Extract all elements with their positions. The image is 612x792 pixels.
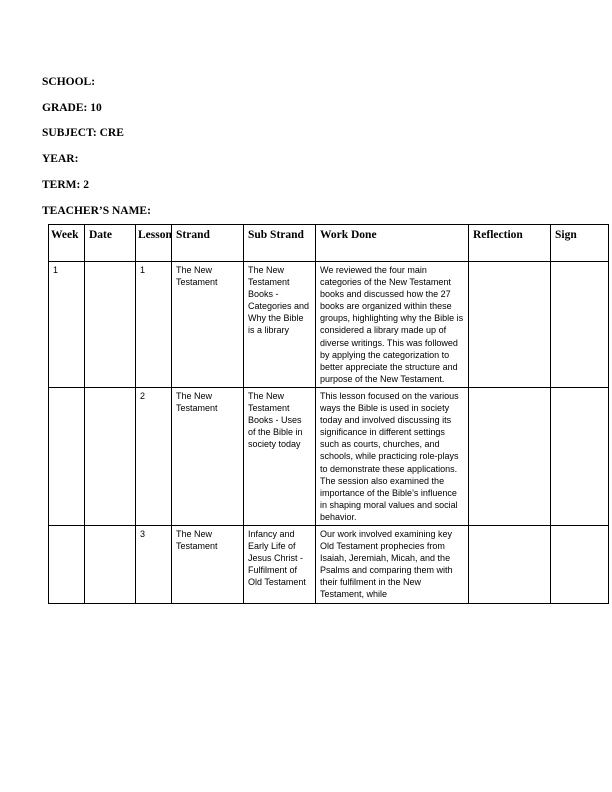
date-cell <box>85 387 136 525</box>
table-row <box>49 262 609 388</box>
sign-cell <box>551 387 609 525</box>
sign-cell <box>551 525 609 603</box>
strand-cell: The New Testament <box>172 525 244 603</box>
reflection-cell <box>469 387 551 525</box>
year-label: YEAR: <box>42 153 79 165</box>
work-done-cell: Our work involved examining key Old Testament prophecies from Isaiah, Jeremiah, Micah, and the Psalms and comparing them with their fulfilment in the New Testament, while <box>316 525 469 603</box>
table-row <box>49 525 609 603</box>
column-header-sign: Sign <box>551 225 609 262</box>
teacher-name-label: TEACHER’S NAME: <box>42 205 151 217</box>
strand-cell: The New Testament <box>172 262 244 388</box>
column-header-sub-strand: Sub Strand <box>244 225 316 262</box>
work-done-cell: We reviewed the four main categories of the New Testament books and discussed how the 27 books are organized within these groups, highlighting why the Bible is considered a library made up of diverse writings. This was followed by applying the categorization to better appreciate the structure and purpose of the New Testament. <box>316 262 469 388</box>
sub-strand-cell: Infancy and Early Life of Jesus Christ - Fulfilment of Old Testament <box>244 525 316 603</box>
column-header-lesson: Lesson <box>136 225 172 262</box>
week-cell <box>49 387 85 525</box>
week-cell: 1 <box>49 262 85 388</box>
term-label: TERM: 2 <box>42 179 89 191</box>
week-cell <box>49 525 85 603</box>
school-label: SCHOOL: <box>42 76 96 88</box>
subject-label: SUBJECT: CRE <box>42 127 124 139</box>
column-header-work-done: Work Done <box>316 225 469 262</box>
column-header-date: Date <box>85 225 136 262</box>
lesson-cell: 1 <box>136 262 172 388</box>
sign-cell <box>551 262 609 388</box>
table-header-row <box>49 225 609 262</box>
grade-label: GRADE: 10 <box>42 102 102 114</box>
date-cell <box>85 262 136 388</box>
table-row <box>49 387 609 525</box>
sub-strand-cell: The New Testament Books - Uses of the Bible in society today <box>244 387 316 525</box>
strand-cell: The New Testament <box>172 387 244 525</box>
reflection-cell <box>469 262 551 388</box>
column-header-reflection: Reflection <box>469 225 551 262</box>
sub-strand-cell: The New Testament Books - Categories and Why the Bible is a library <box>244 262 316 388</box>
work-done-cell: This lesson focused on the various ways the Bible is used in society today and involved discussing its significance in different settings such as courts, churches, and schools, while practicing role-plays to demonstrate these applications. The session also examined the importance of the Bible’s influence in shaping moral values and social behavior. <box>316 387 469 525</box>
lesson-cell: 3 <box>136 525 172 603</box>
column-header-strand: Strand <box>172 225 244 262</box>
lesson-cell: 2 <box>136 387 172 525</box>
lesson-record-table <box>48 224 609 604</box>
column-header-week: Week <box>49 225 85 262</box>
reflection-cell <box>469 525 551 603</box>
date-cell <box>85 525 136 603</box>
